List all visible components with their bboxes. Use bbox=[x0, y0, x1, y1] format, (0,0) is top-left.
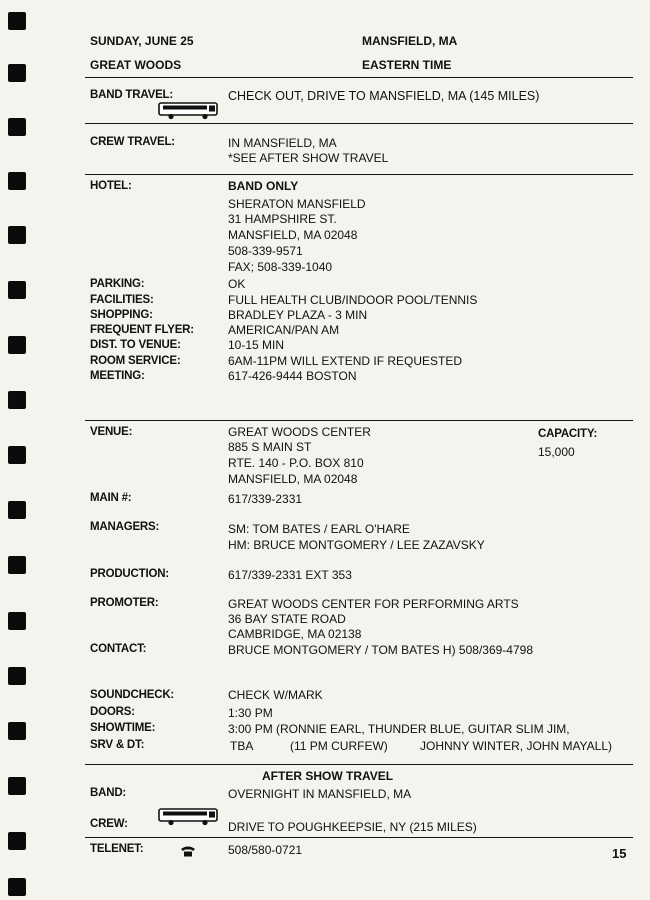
srv-dt-label: SRV & DT: bbox=[90, 739, 145, 751]
spiral-binding bbox=[0, 0, 40, 900]
after-show-crew-value: DRIVE TO POUGHKEEPSIE, NY (215 MILES) bbox=[228, 820, 477, 834]
hotel-street: 31 HAMPSHIRE ST. bbox=[228, 212, 337, 226]
telephone-icon bbox=[180, 845, 196, 857]
after-show-crew-label: CREW: bbox=[90, 818, 128, 830]
telenet-value: 508/580-0721 bbox=[228, 843, 303, 857]
house-manager-value: HM: BRUCE MONTGOMERY / LEE ZAZAVSKY bbox=[228, 538, 485, 552]
room-service-value: 6AM-11PM WILL EXTEND IF REQUESTED bbox=[228, 354, 463, 368]
band-travel-text: CHECK OUT, DRIVE TO MANSFIELD, MA (145 MILES) bbox=[228, 89, 540, 103]
venue-label: VENUE: bbox=[90, 426, 133, 438]
hotel-fax: FAX; 508-339-1040 bbox=[228, 260, 333, 274]
production-value: 617/339-2331 EXT 353 bbox=[228, 568, 352, 582]
tour-bus-icon bbox=[158, 808, 220, 826]
header-timezone: EASTERN TIME bbox=[362, 58, 452, 72]
crew-travel-label: CREW TRAVEL: bbox=[90, 136, 175, 148]
venue-city: MANSFIELD, MA 02048 bbox=[228, 472, 358, 486]
header-date: SUNDAY, JUNE 25 bbox=[90, 34, 194, 48]
after-show-heading: AFTER SHOW TRAVEL bbox=[262, 769, 394, 783]
managers-label: MANAGERS: bbox=[90, 521, 160, 533]
soundcheck-value: CHECK W/MARK bbox=[228, 688, 323, 702]
srv-dt-time: TBA bbox=[230, 739, 254, 753]
tour-bus-icon bbox=[158, 102, 220, 120]
page-number: 15 bbox=[612, 846, 627, 861]
venue-rte: RTE. 140 - P.O. BOX 810 bbox=[228, 456, 364, 470]
showtime-value: 3:00 PM (RONNIE EARL, THUNDER BLUE, GUITAR SLIM JIM, bbox=[228, 722, 570, 736]
hotel-label: HOTEL: bbox=[90, 180, 132, 192]
capacity-value: 15,000 bbox=[538, 445, 575, 459]
promoter-line2: 36 BAY STATE ROAD bbox=[228, 612, 346, 626]
curfew-value: (11 PM CURFEW) bbox=[290, 739, 388, 753]
facilities-label: FACILITIES: bbox=[90, 294, 154, 306]
parking-label: PARKING: bbox=[90, 278, 145, 290]
hotel-band-only: BAND ONLY bbox=[228, 179, 299, 193]
venue-street: 885 S MAIN ST bbox=[228, 440, 312, 454]
divider bbox=[85, 123, 633, 124]
header-city: MANSFIELD, MA bbox=[362, 34, 458, 48]
capacity-label: CAPACITY: bbox=[538, 428, 598, 440]
divider bbox=[85, 764, 633, 765]
crew-travel-line2: *SEE AFTER SHOW TRAVEL bbox=[228, 151, 389, 165]
shopping-value: BRADLEY PLAZA - 3 MIN bbox=[228, 308, 368, 322]
divider bbox=[85, 420, 633, 421]
venue-name: GREAT WOODS CENTER bbox=[228, 425, 371, 439]
hotel-city: MANSFIELD, MA 02048 bbox=[228, 228, 358, 242]
telenet-label: TELENET: bbox=[90, 843, 144, 855]
frequent-flyer-value: AMERICAN/PAN AM bbox=[228, 323, 340, 337]
after-show-band-value: OVERNIGHT IN MANSFIELD, MA bbox=[228, 787, 412, 801]
shopping-label: SHOPPING: bbox=[90, 309, 153, 321]
production-label: PRODUCTION: bbox=[90, 568, 169, 580]
promoter-line3: CAMBRIDGE, MA 02138 bbox=[228, 627, 362, 641]
frequent-flyer-label: FREQUENT FLYER: bbox=[90, 324, 194, 336]
parking-value: OK bbox=[228, 277, 246, 291]
main-number-value: 617/339-2331 bbox=[228, 492, 303, 506]
doors-value: 1:30 PM bbox=[228, 706, 273, 720]
openers-line2: JOHNNY WINTER, JOHN MAYALL) bbox=[420, 739, 613, 753]
divider bbox=[85, 174, 633, 175]
promoter-line1: GREAT WOODS CENTER FOR PERFORMING ARTS bbox=[228, 597, 519, 611]
divider bbox=[85, 837, 633, 838]
facilities-value: FULL HEALTH CLUB/INDOOR POOL/TENNIS bbox=[228, 293, 478, 307]
crew-travel-line1: IN MANSFIELD, MA bbox=[228, 136, 337, 150]
meeting-value: 617-426-9444 BOSTON bbox=[228, 369, 357, 383]
meeting-label: MEETING: bbox=[90, 370, 145, 382]
divider bbox=[85, 77, 633, 78]
hotel-name: SHERATON MANSFIELD bbox=[228, 197, 366, 211]
promoter-label: PROMOTER: bbox=[90, 597, 159, 609]
contact-label: CONTACT: bbox=[90, 643, 147, 655]
stage-manager-value: SM: TOM BATES / EARL O'HARE bbox=[228, 522, 410, 536]
dist-to-venue-value: 10-15 MIN bbox=[228, 338, 285, 352]
soundcheck-label: SOUNDCHECK: bbox=[90, 689, 175, 701]
hotel-phone: 508-339-9571 bbox=[228, 244, 303, 258]
dist-to-venue-label: DIST. TO VENUE: bbox=[90, 339, 181, 351]
header-venue: GREAT WOODS bbox=[90, 58, 182, 72]
room-service-label: ROOM SERVICE: bbox=[90, 355, 181, 367]
doors-label: DOORS: bbox=[90, 706, 135, 718]
showtime-label: SHOWTIME: bbox=[90, 722, 156, 734]
contact-value: BRUCE MONTGOMERY / TOM BATES H) 508/369-4798 bbox=[228, 643, 533, 657]
band-travel-label: BAND TRAVEL: bbox=[90, 89, 173, 101]
after-show-band-label: BAND: bbox=[90, 787, 127, 799]
main-number-label: MAIN #: bbox=[90, 492, 132, 504]
